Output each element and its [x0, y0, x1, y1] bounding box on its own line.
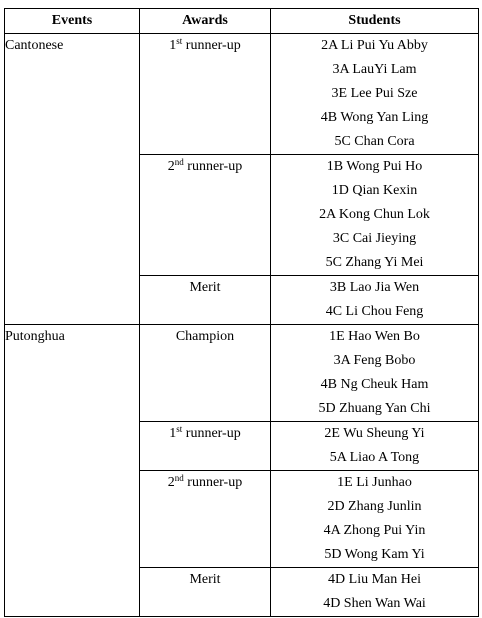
student-name: 5A Liao A Tong: [329, 450, 420, 465]
student-name: 4A Zhong Pui Yin: [323, 523, 426, 538]
award-cell: [140, 34, 271, 155]
award-name: [140, 155, 270, 179]
student-name: 1E Hao Wen Bo: [329, 329, 420, 344]
students-cell: [271, 568, 479, 617]
awards-table-body: [5, 34, 479, 617]
student-name: 3A LauYi Lam: [332, 62, 417, 77]
award-name: [140, 471, 270, 495]
award-suffix: runner-up: [182, 426, 241, 441]
award-prefix: 2: [167, 159, 175, 174]
student-name: 2D Zhang Junlin: [327, 499, 422, 514]
header-students: Students: [271, 9, 479, 34]
award-ordinal-suffix: nd: [174, 157, 184, 167]
student-name: 4B Ng Cheuk Ham: [320, 377, 429, 392]
student-name: 5C Chan Cora: [334, 134, 415, 149]
students-cell: [271, 422, 479, 471]
student-name: 3B Lao Jia Wen: [329, 280, 420, 295]
student-name: 5D Zhuang Yan Chi: [318, 401, 431, 416]
award-cell: [140, 568, 271, 617]
student-name: 4B Wong Yan Ling: [320, 110, 429, 125]
student-name: 4D Shen Wan Wai: [323, 596, 426, 611]
student-name: 3E Lee Pui Sze: [331, 86, 418, 101]
students-cell: [271, 325, 479, 422]
students-cell: [271, 155, 479, 276]
award-cell: [140, 422, 271, 471]
student-name: 1D Qian Kexin: [331, 183, 418, 198]
award-prefix: Champion: [175, 329, 235, 344]
student-name: 1E Li Junhao: [337, 475, 412, 490]
students-cell: [271, 276, 479, 325]
header-events: Events: [5, 9, 140, 34]
award-cell: [140, 325, 271, 422]
student-name: 5C Zhang Yi Mei: [325, 255, 424, 270]
award-prefix: Merit: [189, 572, 221, 587]
awards-table: [4, 8, 479, 617]
award-suffix: runner-up: [182, 38, 241, 53]
award-prefix: 1: [169, 38, 177, 53]
event-name: Cantonese: [5, 38, 64, 53]
award-cell: [140, 471, 271, 568]
student-name: 3A Feng Bobo: [333, 353, 416, 368]
award-name: [140, 422, 270, 446]
award-name: [140, 568, 270, 592]
award-ordinal-suffix: st: [176, 36, 183, 46]
student-name: 2E Wu Sheung Yi: [324, 426, 425, 441]
students-cell: [271, 471, 479, 568]
award-prefix: Merit: [189, 280, 221, 295]
award-ordinal-suffix: st: [176, 424, 183, 434]
award-name: [140, 325, 270, 349]
event-cell: [5, 325, 140, 617]
award-prefix: 2: [167, 475, 175, 490]
header-row: [5, 9, 479, 34]
award-suffix: runner-up: [183, 475, 243, 490]
award-suffix: runner-up: [183, 159, 243, 174]
student-name: 5D Wong Kam Yi: [324, 547, 425, 562]
student-name: 4D Liu Man Hei: [328, 572, 421, 587]
event-name: Putonghua: [5, 329, 65, 344]
award-prefix: 1: [169, 426, 177, 441]
students-cell: [271, 34, 479, 155]
award-name: [140, 34, 270, 58]
student-name: 4C Li Chou Feng: [325, 304, 424, 319]
award-cell: [140, 276, 271, 325]
award-name: [140, 276, 270, 300]
award-row: [5, 34, 479, 155]
student-name: 2A Kong Chun Lok: [319, 207, 430, 222]
award-row: [5, 325, 479, 422]
header-awards: Awards: [140, 9, 271, 34]
event-cell: [5, 34, 140, 325]
student-name: 3C Cai Jieying: [332, 231, 417, 246]
award-cell: [140, 155, 271, 276]
student-name: 2A Li Pui Yu Abby: [321, 38, 428, 53]
student-name: 1B Wong Pui Ho: [326, 159, 423, 174]
award-ordinal-suffix: nd: [174, 473, 184, 483]
